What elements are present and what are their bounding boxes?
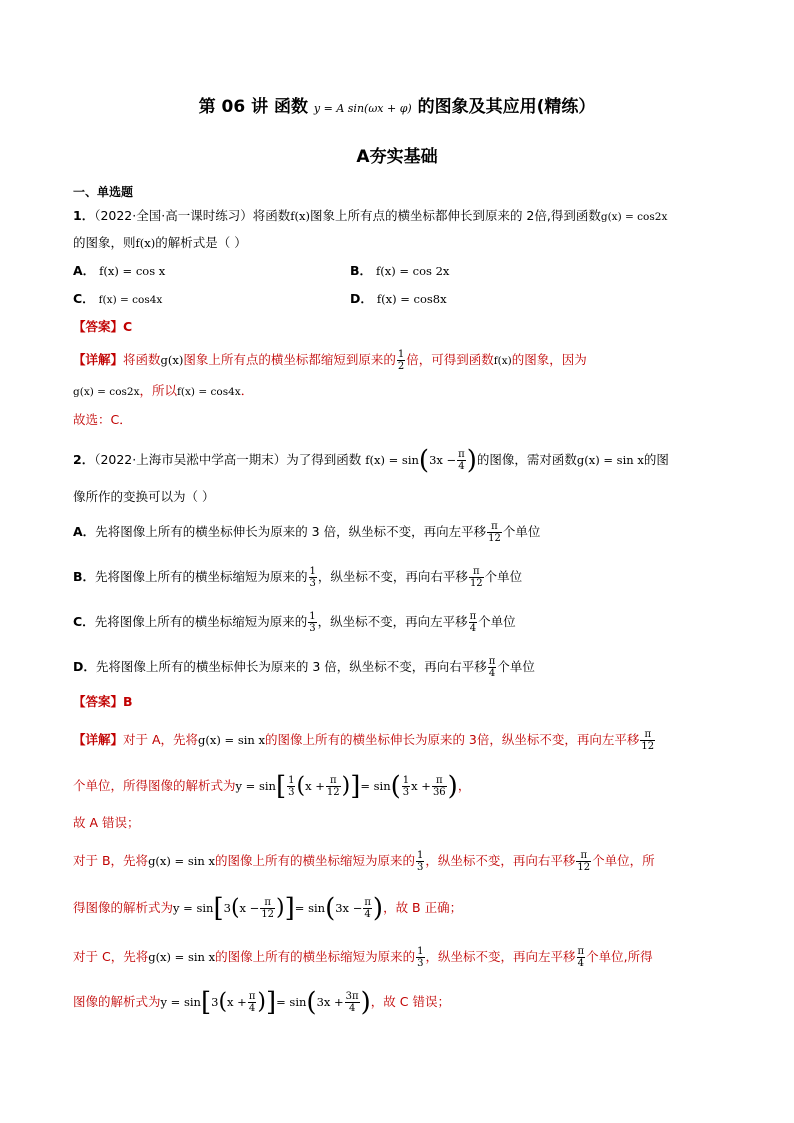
q2-detail-a-frac-pi12-den: 12 [326,787,340,798]
q2-detail-c-frac13-den: 3 [417,958,424,969]
q2-detail-b-frac2-pi12 [260,897,275,920]
q2-option-c-unit: 个单位 [478,614,516,629]
q2-detail-a-a: 对于 A，先将 [123,732,199,747]
q2-option-b-label: B． [73,569,96,584]
q2-detail-b-line1 [73,850,655,873]
q2-stem-inner: 3x − [429,453,457,467]
q2-option-a-frac-den: 12 [488,533,501,544]
q1-detail-b: 图象上所有点的横坐标都缩短到原来的 [183,352,396,367]
q2-detail-a-eq-sin: = sin [360,779,391,793]
q2-detail-b-frac-pi12-den: 12 [577,862,591,873]
q2-detail-tag: 【详解】 [73,732,124,747]
q2-option-b-unit: 个单位 [484,569,523,584]
q2-detail-b-paren-open: ( [230,895,240,921]
q2-detail-a-paren-open: ( [296,773,306,799]
q1-option-d-text: f(x) = cos8x [376,292,447,306]
q2-answer [73,693,133,711]
q2-answer-tag: 【答案】 [73,694,124,709]
q2-detail-a-paren-close: ) [341,773,351,799]
q2-detail-b-frac-pi12-num: π [576,850,591,862]
q2-detail-b-g: g(x) = sin x [148,854,215,868]
q1-option-b-text: f(x) = cos 2x [376,264,450,278]
q2-detail-b-line2-text: 得图像的解析式为 [73,900,174,915]
q2-detail-c-bracket-close: ] [265,987,277,1018]
q2-option-b-text: 先将图像上所有的横坐标缩短为原来的 [95,569,308,584]
section-heading: 一、单选题 [73,185,134,199]
q2-detail-b-line2 [73,893,463,924]
q2-detail-a-g: g(x) = sin x [198,733,265,747]
q1-detail-c: 倍，可得到函数 [406,352,494,367]
q2-detail-a-frac-pi12 [326,775,341,798]
q2-option-b-frac1-num: 1 [309,566,316,577]
q1-frac-den: 2 [397,361,405,372]
q2-detail-b-paren2-close: ) [372,893,384,924]
q2-detail-b-frac13-den: 3 [416,862,424,873]
q1-detail-tag: 【详解】 [73,352,124,367]
q1-stem-f: f(x) [290,209,310,223]
q2-option-d-frac [488,656,497,679]
q2-detail-c-b: 的图像上所有的横坐标缩短为原来的 [215,949,416,964]
q1-detail-d: 的图象，因为 [511,352,587,367]
q2-detail-a-expr1 [275,771,361,802]
q1-detail-f: f(x) [493,355,512,367]
q2-source: （2022·上海市吴淞中学高一期末） [94,452,287,467]
q2-option-d-frac-den: 4 [488,668,496,679]
q2-detail-b-d: 个单位，所 [592,853,655,868]
q2-detail-b-3x-minus: 3x − [335,901,363,915]
q2-option-c [73,611,516,634]
q2-detail-b-eq-sin: = sin [294,901,326,915]
q1-number: 1． [73,208,95,223]
q2-detail-c-frac2-pi4-den: 4 [248,1003,256,1014]
title-suffix: 的图象及其应用(精练） [417,97,596,117]
q2-detail-b-three: 3 [223,901,231,915]
q2-stem-c: 的图 [643,452,669,467]
q2-detail-c-frac-3pi4-num: 3π [345,991,359,1002]
q1-option-c-label: C． [73,291,95,306]
q2-detail-b-expr2 [325,893,384,924]
q2-detail-c-d: 个单位,所得 [586,949,653,964]
q2-detail-b-frac-pi12 [576,850,591,873]
q2-detail-a-line2-text: 个单位，所得图像的解析式为 [73,778,236,793]
q2-detail-b-frac-pi4-num: π [364,897,371,908]
q2-stem-frac-den: 4 [458,461,465,472]
q2-detail-a-frac-num: π [640,729,655,741]
q1-option-a-label: A． [73,263,96,278]
q1-detail-line1 [73,349,587,372]
q2-detail-b-bracket-open: [ [213,893,224,924]
q1-option-d [350,290,447,308]
q2-detail-c-frac-3pi4 [345,991,360,1014]
q1-stem-line2 [73,234,247,252]
q2-paren-open: ( [418,445,430,476]
q2-stem-b: 的图像，需对函数 [476,452,577,467]
q1-stem-line1 [73,207,667,226]
q1-option-c [73,290,162,309]
q2-detail-a-frac2-13-den: 3 [402,787,410,798]
q2-option-c-frac1-num: 1 [309,611,316,622]
q2-stem-a: 为了得到函数 [286,452,362,467]
q2-detail-a-x-plus2: x + [411,779,431,793]
q2-detail-b-frac-pi4 [363,897,372,920]
q1-stem-b: 图象上所有点的横坐标都伸长到原来的 2倍,得到函数 [309,208,601,223]
q2-detail-b-bracket-close: ] [284,893,295,924]
q2-detail-a-frac-13 [287,775,295,798]
q2-detail-a-frac-13-num: 1 [288,775,295,786]
q2-detail-c-frac-pi4-num: π [577,946,585,957]
q2-detail-a-frac-pi36-den: 36 [432,787,446,798]
q2-detail-a-frac2-13 [402,775,410,798]
q2-detail-c-line2 [73,987,450,1018]
q2-detail-a-line2 [73,771,471,802]
q2-detail-c-g: g(x) = sin x [148,950,216,964]
q1-answer-value: C [123,319,133,334]
q2-option-c-frac2 [469,611,478,634]
q2-detail-c-frac2-pi4 [248,991,257,1014]
q2-stem-line1 [73,445,669,476]
q2-option-d-label: D． [73,659,96,674]
q2-detail-a-frac-13-den: 3 [288,787,295,798]
q2-option-a-text: 先将图像上所有的横坐标伸长为原来的 3 倍，纵坐标不变，再向左平移 [95,524,487,539]
q2-detail-c-line1 [73,946,653,969]
q2-option-a [73,521,540,544]
q2-option-a-label: A． [73,524,96,539]
q2-option-c-frac1-den: 3 [309,623,316,634]
q2-detail-c-wrong: ，故 C 错误； [370,994,450,1009]
q2-option-c-frac2-num: π [469,611,477,622]
q2-detail-c-frac2-pi4-num: π [248,991,256,1002]
q2-detail-c-c: ，纵坐标不变，再向左平移 [425,949,576,964]
q2-detail-a-frac-pi36 [432,775,447,798]
q2-detail-b-frac-pi4-den: 4 [364,909,371,920]
q1-stem-g: g(x) = cos2x [600,211,668,223]
q2-detail-c-x-plus: x + [227,995,247,1009]
q2-detail-a-expr2 [390,771,458,802]
q2-detail-c-three: 3 [211,995,219,1009]
q2-option-c-text: 先将图像上所有的横坐标缩短为原来的 [94,614,308,629]
q2-option-c-text2: ，纵坐标不变，再向左平移 [317,614,468,629]
q2-option-a-unit: 个单位 [502,524,541,539]
page-title [0,94,794,122]
q2-detail-a-frac-pi36-num: π [432,775,447,787]
q1-answer [73,318,132,336]
q2-detail-b-c: ，纵坐标不变，再向右平移 [425,853,576,868]
q2-detail-a-paren2-close: ) [447,771,458,802]
q2-detail-c-bracket-open: [ [200,987,212,1018]
q2-detail-c-expr2 [306,987,371,1018]
q2-detail-c-paren-open: ( [218,989,228,1015]
q2-detail-a-y-eq: y = sin [235,779,276,793]
q2-option-d-text: 先将图像上所有的横坐标伸长为原来的 3 倍，纵坐标不变，再向右平移 [95,659,487,674]
q2-detail-b-frac2-pi12-num: π [260,897,275,909]
q2-detail-c-eq-sin: = sin [276,995,307,1009]
q1-option-d-label: D． [350,291,373,306]
q1-source: （2022·全国·高一课时练习） [94,208,253,223]
q1-conclusion: 故选：C． [73,412,132,427]
q2-detail-a-b: 的图像上所有的横坐标伸长为原来的 3倍，纵坐标不变，再向左平移 [264,732,640,747]
q1-detail-line2-f: f(x) = cos4x [177,386,241,398]
q2-detail-c-paren2-close: ) [360,987,371,1018]
q2-detail-c-frac13-num: 1 [417,946,424,957]
q2-option-b-frac2 [469,566,484,589]
q2-detail-b-b: 的图像上所有的横坐标缩短为原来的 [214,853,415,868]
q2-option-a-frac-num: π [487,521,502,533]
q2-stem-f-lhs: f(x) = sin [365,453,419,467]
q2-stem-frac-num: π [458,449,465,460]
q2-detail-a-wrong: 故 A 错误； [73,815,140,830]
q2-detail-c-frac-pi4 [577,946,586,969]
q2-answer-value: B [123,694,133,709]
q2-detail-a-paren2-open: ( [390,771,401,802]
q2-stem-g: g(x) = sin x [576,453,644,467]
q2-option-b-frac1-den: 3 [309,578,316,589]
q2-detail-a-comma: ， [457,778,471,793]
q2-detail-b-frac13 [416,850,424,873]
q2-detail-a-line1 [73,729,656,752]
q1-detail-line2-end: ． [240,383,254,398]
title-prefix: 第 06 讲 函数 [198,97,308,117]
q2-option-d [73,656,535,679]
q2-detail-a-frac-den: 12 [641,741,655,752]
q1-option-c-text: f(x) = cos4x [98,294,163,306]
q2-stem-frac [457,449,466,472]
page-subtitle: A夯实基础 [356,147,438,167]
q2-detail-c-paren-close: ) [257,989,266,1015]
q1-stem-a: 将函数 [252,208,291,223]
q2-detail-c-y-eq: y = sin [160,995,201,1009]
title-formula: y = A sin(ωx + φ) [313,102,412,115]
q2-detail-c-3x-plus: 3x + [316,995,344,1009]
q2-option-a-frac [487,521,502,544]
q1-detail-frac [397,349,405,372]
q2-detail-b-x-minus: x − [239,901,260,915]
q2-stem-line2: 像所作的变换可以为（ ） [73,489,215,504]
q1-detail-line2-mid: ，所以 [139,383,178,398]
q1-stem-d: 的解析式是（ ） [155,235,247,250]
q2-detail-a-frac2-13-num: 1 [402,775,410,786]
q1-option-b-label: B． [350,263,373,278]
q2-detail-a-frac-pi12-num: π [326,775,341,787]
q2-detail-c-frac13 [416,946,424,969]
q1-stem-f2: f(x) [135,236,156,250]
q2-detail-c-expr1 [200,987,277,1018]
q1-stem-c: 的图象，则 [73,235,136,250]
q2-detail-c-paren2-open: ( [306,987,317,1018]
q1-frac-num: 1 [397,349,405,360]
q2-option-c-label: C． [73,614,95,629]
q2-option-d-unit: 个单位 [497,659,535,674]
q2-detail-a-bracket-close: ] [350,771,361,802]
q2-detail-a-frac [640,729,655,752]
q2-option-c-frac1 [308,611,316,634]
q1-detail-line2-g: g(x) = cos2x [73,386,140,398]
q2-number: 2． [73,452,95,467]
q1-detail-g: g(x) [160,353,184,367]
q2-paren-close: ) [466,445,477,476]
q2-detail-a-x-plus: x + [305,779,325,793]
q2-detail-c-frac-3pi4-den: 4 [348,1003,356,1014]
q1-option-b [350,262,449,280]
q2-detail-b-a: 对于 B，先将 [73,853,149,868]
q1-detail-line2 [73,382,253,401]
q1-option-a-text: f(x) = cos x [99,264,166,278]
q2-option-b [73,566,522,589]
q2-option-b-frac2-num: π [469,566,484,578]
q1-answer-tag: 【答案】 [73,319,124,334]
q2-option-b-frac1 [309,566,317,589]
q1-detail-a: 将函数 [123,352,161,367]
q2-option-c-frac2-den: 4 [469,623,477,634]
q2-detail-b-expr1 [213,893,295,924]
q2-detail-b-frac13-num: 1 [416,850,424,861]
q2-detail-b-y-eq: y = sin [173,901,214,915]
q2-option-d-frac-num: π [488,656,496,667]
q2-option-b-text2: ，纵坐标不变，再向右平移 [317,569,468,584]
q2-detail-b-paren2-open: ( [325,893,336,924]
q1-option-a [73,262,165,280]
q2-detail-b-paren-close: ) [276,895,285,921]
q2-option-b-frac2-den: 12 [469,578,483,589]
q2-detail-b-frac2-pi12-den: 12 [261,909,275,920]
q2-detail-b-right: ，故 B 正确； [383,900,463,915]
q2-detail-a-bracket-open: [ [275,771,287,802]
q2-detail-c-a: 对于 C，先将 [73,949,149,964]
q2-detail-c-line2-text: 图像的解析式为 [73,994,161,1009]
q2-detail-c-frac-pi4-den: 4 [577,958,584,969]
